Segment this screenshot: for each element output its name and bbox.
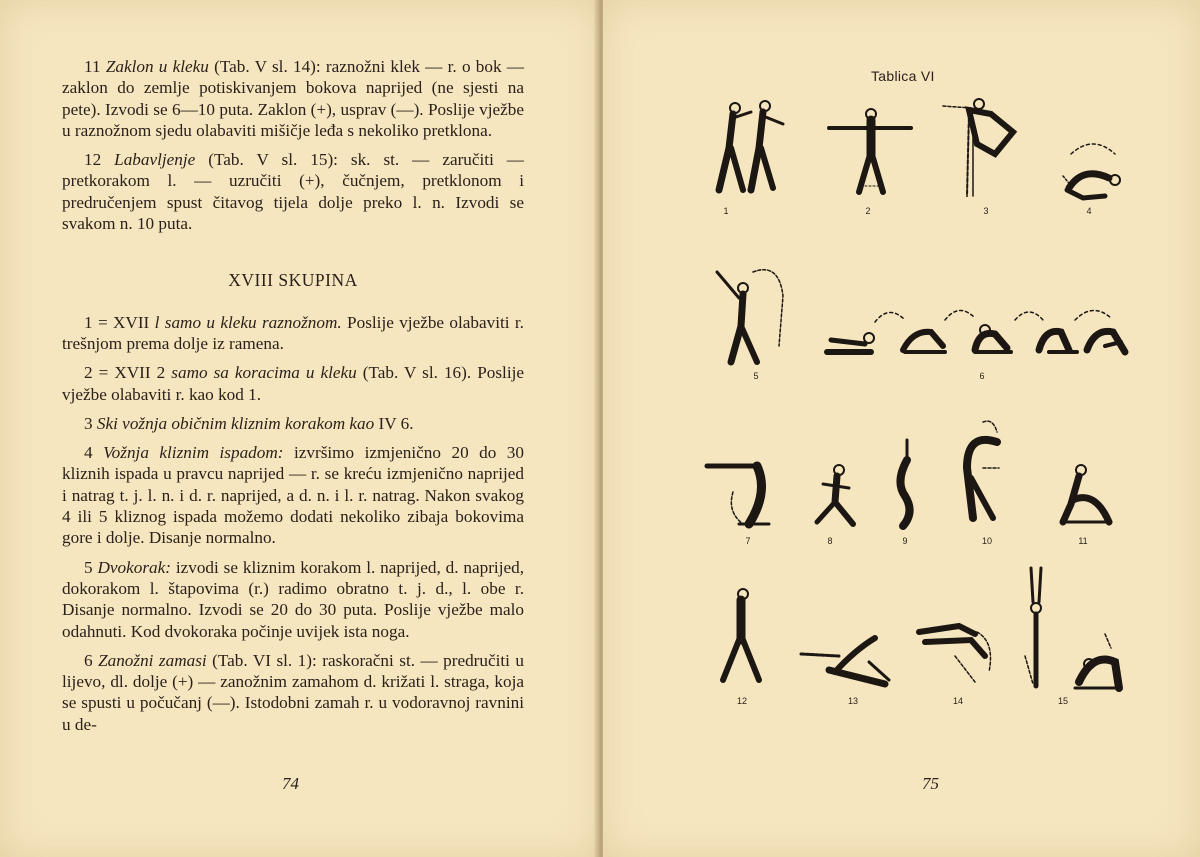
exercise-figure-14 [915, 612, 999, 688]
exercise-figure-6-sequence [825, 300, 1145, 366]
exercise-figure-5 [713, 266, 793, 366]
paragraph-number: 1 [84, 312, 93, 332]
figure-label-9: 9 [902, 536, 908, 546]
exercise-title: Dvokorak: [97, 557, 171, 577]
figure-label-7: 7 [745, 536, 751, 546]
exercise-figure-15 [1021, 566, 1051, 692]
section-paragraph-1 [62, 312, 524, 355]
paragraph-text: (Tab. V sl. 14): raznožni klek — r. o bok — zaklon do zemlje potiskivanjem bokova naprijed (ne sjesti na pete). Izvodi se 6—10 puta. Zaklon (+), usprav (—). Poslije vježbe u raznožnom sjedu olabaviti mišičje leđa s nekoliko pretklona. [62, 57, 525, 140]
exercise-figure-9 [885, 436, 925, 532]
exercise-figure-11 [1059, 460, 1119, 530]
exercise-figure-2 [825, 106, 915, 198]
figure-label-11: 11 [1078, 536, 1088, 546]
paragraph-number: 11 [84, 57, 101, 76]
exercise-figure-1 [713, 98, 793, 198]
section-paragraph-4 [62, 442, 524, 548]
paragraph-text: (Tab. V sl. 16). Poslije vježbe olabaviti r. kao kod 1. [62, 363, 524, 404]
paragraph-number: 12 [84, 150, 102, 170]
section-paragraph-5 [62, 557, 524, 642]
section-heading: XVIII SKUPINA [228, 270, 358, 291]
paragraph-number: 3 [84, 413, 93, 433]
paragraph-number: 5 [84, 557, 93, 577]
page-number-left: 74 [282, 774, 299, 793]
exercise-figure-12 [713, 586, 769, 686]
figure-label-12: 12 [736, 696, 748, 706]
exercise-figure-4 [1053, 140, 1133, 206]
paragraph-text: izvodi se kliznim korakom l. naprijed, d. naprijed, dokorakom l. štapovima (r.) radimo obratno t. j. d., l. obe r. Disanje normalno. Izvodi se 20 do 30 puta. Poslije vježbe malo odahnuti. Kod dvokoraka počinje uvijek ista noga. [62, 557, 524, 641]
exercise-figure-13 [799, 632, 895, 692]
paragraph-12 [62, 149, 524, 234]
exercise-figure-10 [953, 418, 1013, 528]
page-number-right: 75 [922, 774, 939, 793]
figure-label-1: 1 [723, 206, 729, 216]
exercise-title: Vožnja kliznim ispadom: [103, 443, 284, 463]
figure-label-13: 13 [847, 696, 859, 706]
figure-label-5: 5 [753, 371, 759, 381]
exercise-figure-7 [703, 452, 783, 532]
paragraph-text: izvršimo izmjenično 20 do 30 kliznih ispada u pravcu naprijed — r. se kreću izmjenično naprijed i natrag t. j. l. n. i d. r. naprijed, a d. n. i l. r. natrag. Nakon svakog 4 ili 5 kliznog ispada možemo dodati nekoliko zibaja bokovima gore i dolje. Disanje normalno. [62, 443, 524, 548]
section-paragraph-6 [62, 650, 524, 735]
cross-reference [93, 443, 103, 462]
figure-label-14: 14 [952, 696, 964, 706]
figure-label-8: 8 [827, 536, 833, 546]
paragraph-number: 4 [84, 443, 93, 463]
cross-reference: = XVII 2 [92, 363, 172, 383]
exercise-title: samo sa koracima u kleku [171, 363, 357, 383]
paragraph-number: 2 [84, 363, 93, 383]
paragraph-11 [62, 56, 524, 141]
section-paragraph-3 [62, 413, 524, 434]
exercise-title: l samo u kleku raznožnom. [154, 312, 342, 332]
section-paragraph-2 [62, 362, 524, 405]
exercise-figure-8 [809, 462, 865, 534]
figure-label-15: 15 [1057, 696, 1069, 706]
exercise-figure-16 [1071, 632, 1131, 696]
plate-title: Tablica VI [871, 68, 935, 84]
paragraph-text: (Tab. VI sl. 1): raskoračni st. — predručiti u lijevo, dl. dolje (+) — zanožnim zamahom d. križati l. straga, koja se spusti u počučanj (—). Istodobni zamah r. u vodoravnoj ravnini u de- [62, 650, 525, 734]
paragraph-number: 6 [84, 650, 93, 670]
figure-label-2: 2 [865, 206, 871, 216]
exercise-figure-3 [943, 96, 1023, 200]
exercise-title: Zaklon u kleku [105, 57, 209, 76]
left-page-text [62, 56, 524, 743]
paragraph-text: IV 6. [374, 413, 414, 433]
figure-label-3: 3 [983, 206, 989, 216]
paragraph-text: Poslije vježbe olabaviti r. trešnjom prema dolje iz ramena. [62, 312, 524, 353]
figure-label-4: 4 [1086, 206, 1092, 216]
exercise-title: Labavljenje [114, 150, 196, 170]
right-page [603, 0, 1200, 857]
figure-label-6: 6 [979, 371, 985, 381]
figure-label-10: 10 [981, 536, 993, 546]
exercise-title: Zanožni zamasi [98, 650, 207, 670]
exercise-title: Ski vožnja običnim kliznim korakom kao [96, 413, 375, 433]
cross-reference: = XVII [92, 312, 155, 332]
paragraph-text: (Tab. V sl. 15): sk. st. — zaručiti — pretkorakom l. — uzručiti (+), čučnjem, pretklonom i predručenjem spust čitavog tijela dolje preko l. n. Izvodi se svakom n. 10 puta. [62, 150, 524, 234]
